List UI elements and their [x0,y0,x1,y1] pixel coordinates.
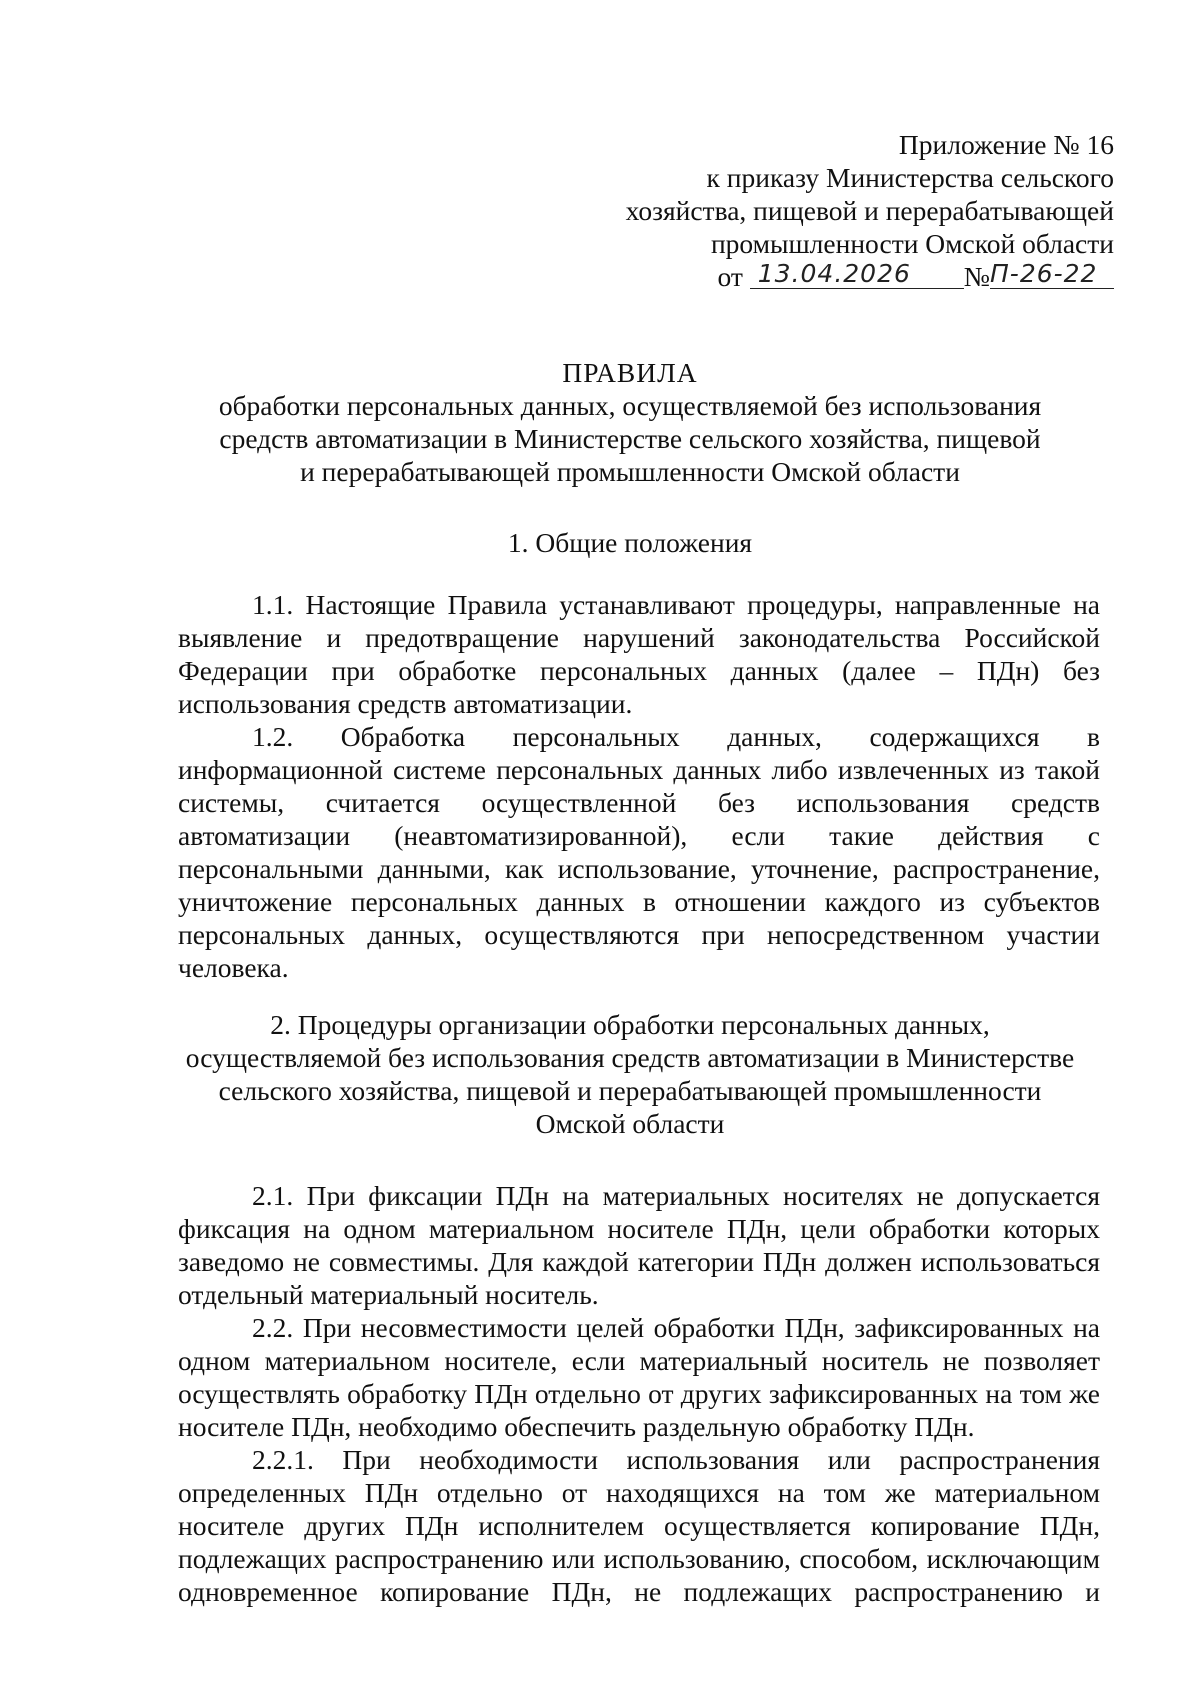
title-line-1: обработки персональных данных, осуществляемой без использования [218,390,1042,421]
section-2-heading [160,1008,1100,1140]
paragraph-line: 2.1. При фиксации ПДн на материальных носителях не допускается [252,1180,1100,1211]
title-main: ПРАВИЛА [562,357,698,388]
appendix-date-number-line [414,260,1114,293]
title-line-3: и перерабатывающей промышленности Омской области [300,456,960,487]
appendix-ministry-line: хозяйства, пищевой и перерабатывающей [625,195,1114,226]
title-line-2: средств автоматизации в Министерстве сельского хозяйства, пищевой [219,423,1041,454]
section-2-heading-line: 2. Процедуры организации обработки персональных данных, [270,1009,990,1040]
handwritten-date: 13.04.2026 [757,259,911,288]
paragraph-line: использования средств автоматизации. [178,688,633,719]
paragraph-line: заведомо не совместимы. Для каждой категории ПДн должен использоваться [178,1246,1100,1277]
section-2-heading-line: осуществляемой без использования средств автоматизации в Министерстве [185,1042,1075,1073]
paragraph-line: носителе ПДн, необходимо обеспечить раздельную обработку ПДн. [178,1411,975,1442]
paragraph-line: отдельный материальный носитель. [178,1279,599,1310]
paragraph-line: персональными данными, как использование, уточнение, распространение, [178,853,1100,884]
paragraph-line: 2.2. При несовместимости целей обработки ПДн, зафиксированных на [252,1312,1100,1343]
section-2-heading-line: сельского хозяйства, пищевой и перерабатывающей промышленности [218,1075,1042,1106]
paragraph-line: 1.2. Обработка персональных данных, содержащихся в [252,721,1100,752]
paragraph-line: персональных данных, осуществляются при непосредственном участии [178,919,1100,950]
section-2-heading-line: Омской области [535,1108,725,1139]
paragraph-line: фиксация на одном материальном носителе ПДн, цели обработки которых [178,1213,1100,1244]
paragraph-line: человека. [178,952,289,983]
paragraph-line: определенных ПДн отдельно от находящихся на том же материальном [178,1477,1100,1508]
paragraph-line: автоматизации (неавтоматизированной), если такие действия с [178,820,1100,851]
date-field [750,261,964,289]
appendix-header [414,128,1114,293]
date-prefix: от [717,261,743,292]
paragraph-line: системы, считается осуществленной без использования средств [178,787,1100,818]
paragraph-line: информационной системе персональных данных либо извлеченных из такой [178,754,1100,785]
handwritten-number: П-26-22 [990,259,1098,288]
paragraph-line: одном материальном носителе, если материальный носитель не позволяет [178,1345,1100,1376]
number-field [990,261,1114,289]
appendix-number: Приложение № 16 [898,129,1114,160]
paragraph-line: уничтожение персональных данных в отношении каждого из субъектов [178,886,1100,917]
appendix-region-line: промышленности Омской области [710,228,1114,259]
section-2-body [178,1179,1100,1608]
paragraph-line: Федерации при обработке персональных данных (далее – ПДн) без [178,655,1100,686]
section-1-heading: 1. Общие положения [507,527,753,558]
number-prefix: № [963,261,990,292]
paragraph-line: осуществлять обработку ПДн отдельно от других зафиксированных на том же [178,1378,1100,1409]
appendix-order-line: к приказу Министерства сельского [706,162,1114,193]
section-1-body [178,588,1100,984]
paragraph-line: выявление и предотвращение нарушений законодательства Российской [178,622,1100,653]
paragraph-line: 1.1. Настоящие Правила устанавливают процедуры, направленные на [252,589,1100,620]
paragraph-line: одновременное копирование ПДн, не подлежащих распространению и [178,1576,1100,1607]
paragraph-line: носителе других ПДн исполнителем осуществляется копирование ПДн, [178,1510,1100,1541]
paragraph-line: 2.2.1. При необходимости использования или распространения [252,1444,1100,1475]
paragraph-line: подлежащих распространению или использованию, способом, исключающим [178,1543,1100,1574]
document-title [160,356,1100,488]
